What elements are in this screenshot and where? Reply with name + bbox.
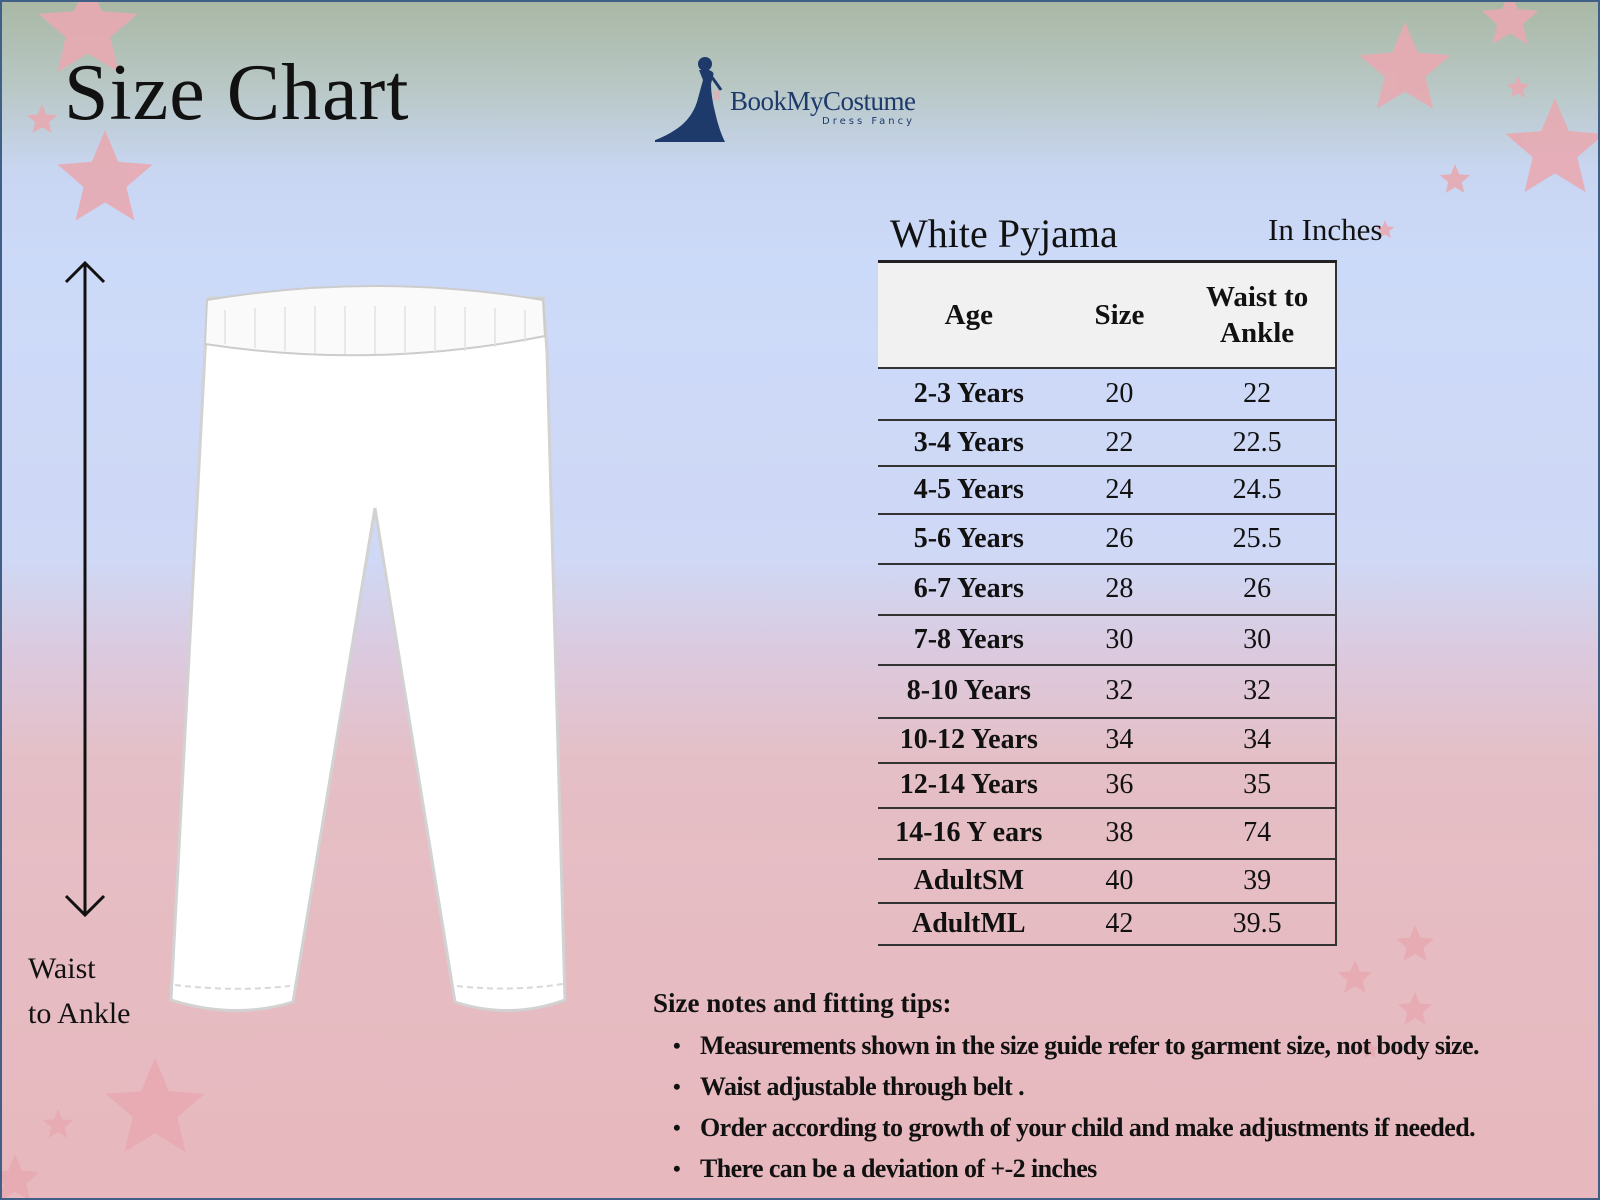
column-header-age: Age — [944, 298, 993, 331]
notes-heading: Size notes and fitting tips: — [653, 988, 952, 1018]
cell-size: 38 — [1060, 808, 1180, 859]
cell-size: 34 — [1060, 718, 1180, 763]
table-row — [878, 718, 1336, 763]
cell-age: 7-8 Years — [878, 615, 1060, 665]
cell-waist-to-ankle: 74 — [1179, 808, 1336, 859]
column-header-size: Size — [1094, 298, 1145, 331]
cell-waist-to-ankle: 26 — [1179, 564, 1336, 615]
bullet-icon: • — [673, 1033, 681, 1058]
cell-age: AdultSM — [878, 859, 1060, 903]
cell-size: 22 — [1060, 420, 1180, 466]
cell-waist-to-ankle: 39.5 — [1179, 903, 1336, 945]
cell-waist-to-ankle: 39 — [1179, 859, 1336, 903]
cell-size: 24 — [1060, 466, 1180, 514]
note-text: There can be a deviation of +-2 inches — [700, 1154, 1097, 1183]
note-item — [673, 1148, 1583, 1189]
measurement-label-line1: Waist — [28, 952, 96, 985]
cell-waist-to-ankle: 25.5 — [1179, 514, 1336, 564]
cell-age: 12-14 Years — [878, 763, 1060, 808]
table-row — [878, 903, 1336, 945]
table-row — [878, 859, 1336, 903]
cell-waist-to-ankle: 22 — [1179, 368, 1336, 420]
cell-size: 28 — [1060, 564, 1180, 615]
product-title: White Pyjama — [890, 211, 1118, 256]
table-row — [878, 808, 1336, 859]
cell-waist-to-ankle: 32 — [1179, 665, 1336, 718]
star-icon — [1506, 98, 1600, 192]
column-header-waist-to-ankle: Waist to Ankle — [1179, 262, 1336, 368]
notes-list — [653, 1025, 1583, 1189]
pyjama-illustration — [165, 280, 585, 1025]
note-text: Measurements shown in the size guide refer to garment size, not body size. — [700, 1031, 1479, 1060]
note-item — [673, 1066, 1583, 1107]
table-row — [878, 420, 1336, 466]
star-icon — [27, 104, 57, 133]
note-text: Waist adjustable through belt . — [700, 1072, 1025, 1101]
cell-age: 4-5 Years — [878, 466, 1060, 514]
star-icon — [1396, 925, 1434, 961]
star-icon — [43, 1109, 73, 1138]
cell-age: AdultML — [878, 903, 1060, 945]
cell-age: 10-12 Years — [878, 718, 1060, 763]
bullet-icon: • — [673, 1156, 681, 1181]
bullet-icon: • — [673, 1115, 681, 1140]
table-row — [878, 368, 1336, 420]
table-row — [878, 763, 1336, 808]
cell-size: 42 — [1060, 903, 1180, 945]
table-row — [878, 615, 1336, 665]
brand-name: BookMyCostume — [730, 86, 916, 116]
note-item — [673, 1025, 1583, 1066]
star-icon — [1359, 22, 1450, 109]
table-row — [878, 564, 1336, 615]
cell-size: 20 — [1060, 368, 1180, 420]
notes-section — [653, 988, 1583, 1189]
table-row — [878, 665, 1336, 718]
cell-age: 3-4 Years — [878, 420, 1060, 466]
cell-size: 26 — [1060, 514, 1180, 564]
cell-age: 14-16 Y ears — [878, 808, 1060, 859]
table-row — [878, 514, 1336, 564]
cell-age: 5-6 Years — [878, 514, 1060, 564]
star-icon — [1440, 164, 1470, 193]
size-table — [878, 260, 1337, 946]
cell-size: 40 — [1060, 859, 1180, 903]
measurement-label-line2: to Ankle — [28, 997, 131, 1030]
star-icon — [1507, 76, 1530, 98]
star-icon — [57, 130, 152, 221]
table-row — [878, 466, 1336, 514]
cell-waist-to-ankle: 22.5 — [1179, 420, 1336, 466]
note-item — [673, 1107, 1583, 1148]
brand-tagline: Dress Fancy — [822, 116, 916, 127]
cell-age: 6-7 Years — [878, 564, 1060, 615]
table-header-row — [878, 262, 1336, 368]
cell-age: 8-10 Years — [878, 665, 1060, 718]
cell-size: 32 — [1060, 665, 1180, 718]
cell-waist-to-ankle: 24.5 — [1179, 466, 1336, 514]
star-icon — [1482, 0, 1539, 44]
cell-size: 36 — [1060, 763, 1180, 808]
bullet-icon: • — [673, 1074, 681, 1099]
cell-age: 2-3 Years — [878, 368, 1060, 420]
page-title: Size Chart — [64, 49, 410, 137]
cell-waist-to-ankle: 35 — [1179, 763, 1336, 808]
note-text: Order according to growth of your child and make adjustments if needed. — [700, 1113, 1475, 1142]
measurement-label — [28, 946, 131, 1036]
star-icon — [0, 1154, 40, 1200]
cell-waist-to-ankle: 30 — [1179, 615, 1336, 665]
unit-label: In Inches — [1268, 212, 1383, 247]
cell-size: 30 — [1060, 615, 1180, 665]
double-arrow-icon — [60, 258, 110, 923]
cell-waist-to-ankle: 34 — [1179, 718, 1336, 763]
star-icon — [106, 1058, 205, 1152]
